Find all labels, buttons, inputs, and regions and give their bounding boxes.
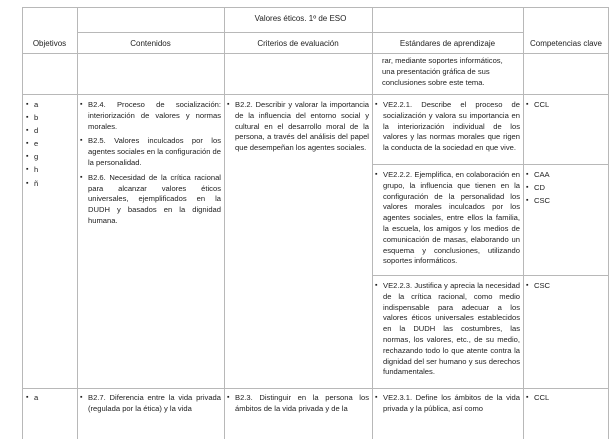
row1-competencias1 — [526, 100, 604, 111]
row1-estandar2 — [375, 170, 520, 267]
estandar-item: ▪ VE2.3.1. Define los ámbitos de la vida privada y la pública, así como — [375, 393, 520, 415]
row1-competencias3 — [526, 281, 604, 292]
row2-criterio — [227, 393, 369, 415]
competencia-item: ▪ CCL — [526, 100, 604, 111]
row1-criterio — [227, 100, 369, 154]
criterio-item: ▪ B2.2. Describir y valorar la importancia de la influencia del entorno social y cultural en el desarrollo moral de la persona, a través del análisis del papel que desempeñan los agentes sociales. — [227, 100, 369, 154]
estandar-item: ▪ VE2.2.2. Ejemplifica, en colaboración en grupo, la influencia que tienen en la configuración de la personalidad los valores morales inculcados por los agentes sociales, entre ellos la familia, la escuela, los amigos y los medios de comunicación de masas, elaborando un esquema y conclusiones, utilizando soportes informáticos. — [375, 170, 520, 267]
row2-objetivos — [26, 393, 71, 404]
competencia-item: ▪ CD — [526, 183, 604, 194]
contenido-item: ▪ B2.4. Proceso de socialización: interiorización de valores y normas morales. — [80, 100, 221, 132]
objetivo-item: ▪ g — [26, 152, 71, 163]
contenido-item: ▪ B2.7. Diferencia entre la vida privada (regulada por la ética) y la vida — [80, 393, 221, 415]
objetivo-item: ▪ h — [26, 165, 71, 176]
estandar-item: ▪ VE2.2.1. Describe el proceso de socialización y valora su importancia en la interiorización individual de los valores y las normas morales que rigen la conducta de la sociedad en que vive. — [375, 100, 520, 154]
header-contenidos: Contenidos — [130, 39, 171, 48]
row1-estandar1 — [375, 100, 520, 154]
competencia-item: ▪ CCL — [526, 393, 604, 404]
header-objetivos: Objetivos — [32, 39, 67, 48]
header-competencias: Competencias clave — [529, 39, 603, 48]
contenido-item: ▪ B2.5. Valores inculcados por los agentes sociales en la configuración de la personalidad. — [80, 136, 221, 168]
row0-estandar-line2: una presentación gráfica de sus — [382, 66, 490, 76]
row2-contenido — [80, 393, 221, 415]
competencia-item: ▪ CSC — [526, 196, 604, 207]
estandar-item: ▪ VE2.2.3. Justifica y aprecia la necesidad de la crítica racional, como medio indispensable para adecuar a los valores éticos universales establecidos en la DUDH las costumbres, las normas, los valores, etc., de su medio, rechazando todo lo que atente contra la dignidad del ser humano y sus derechos fundamentales. — [375, 281, 520, 378]
objetivo-item: ▪ d — [26, 126, 71, 137]
row1-estandar3 — [375, 281, 520, 378]
row1-contenidos — [80, 100, 221, 231]
objetivo-item: ▪ a — [26, 393, 71, 404]
row2-estandar — [375, 393, 520, 415]
header-estandares: Estándares de aprendizaje — [399, 39, 496, 48]
header-criterios: Criterios de evaluación — [257, 39, 339, 48]
objetivo-item: ▪ a — [26, 100, 71, 111]
row1-objetivos — [26, 100, 71, 192]
table-title: Valores éticos. 1º de ESO — [254, 14, 347, 23]
row0-estandar — [382, 56, 518, 88]
row0-estandar-line1: rar, mediante soportes informáticos, — [382, 56, 503, 65]
competencia-item: ▪ CSC — [526, 281, 604, 292]
criterio-item: ▪ B2.3. Distinguir en la persona los ámbitos de la vida privada y de la — [227, 393, 369, 415]
objetivo-item: ▪ b — [26, 113, 71, 124]
row1-competencias2 — [526, 170, 604, 206]
row0-estandar-line3: conclusiones sobre este tema. — [382, 77, 485, 87]
objetivo-item: ▪ e — [26, 139, 71, 150]
contenido-item: ▪ B2.6. Necesidad de la crítica racional para alcanzar valores éticos universales, ejemplificados en la DUDH y basados en la dignidad humana. — [80, 173, 221, 227]
row2-competencias — [526, 393, 604, 404]
objetivo-item: ▪ ñ — [26, 179, 71, 190]
competencia-item: ▪ CAA — [526, 170, 604, 181]
